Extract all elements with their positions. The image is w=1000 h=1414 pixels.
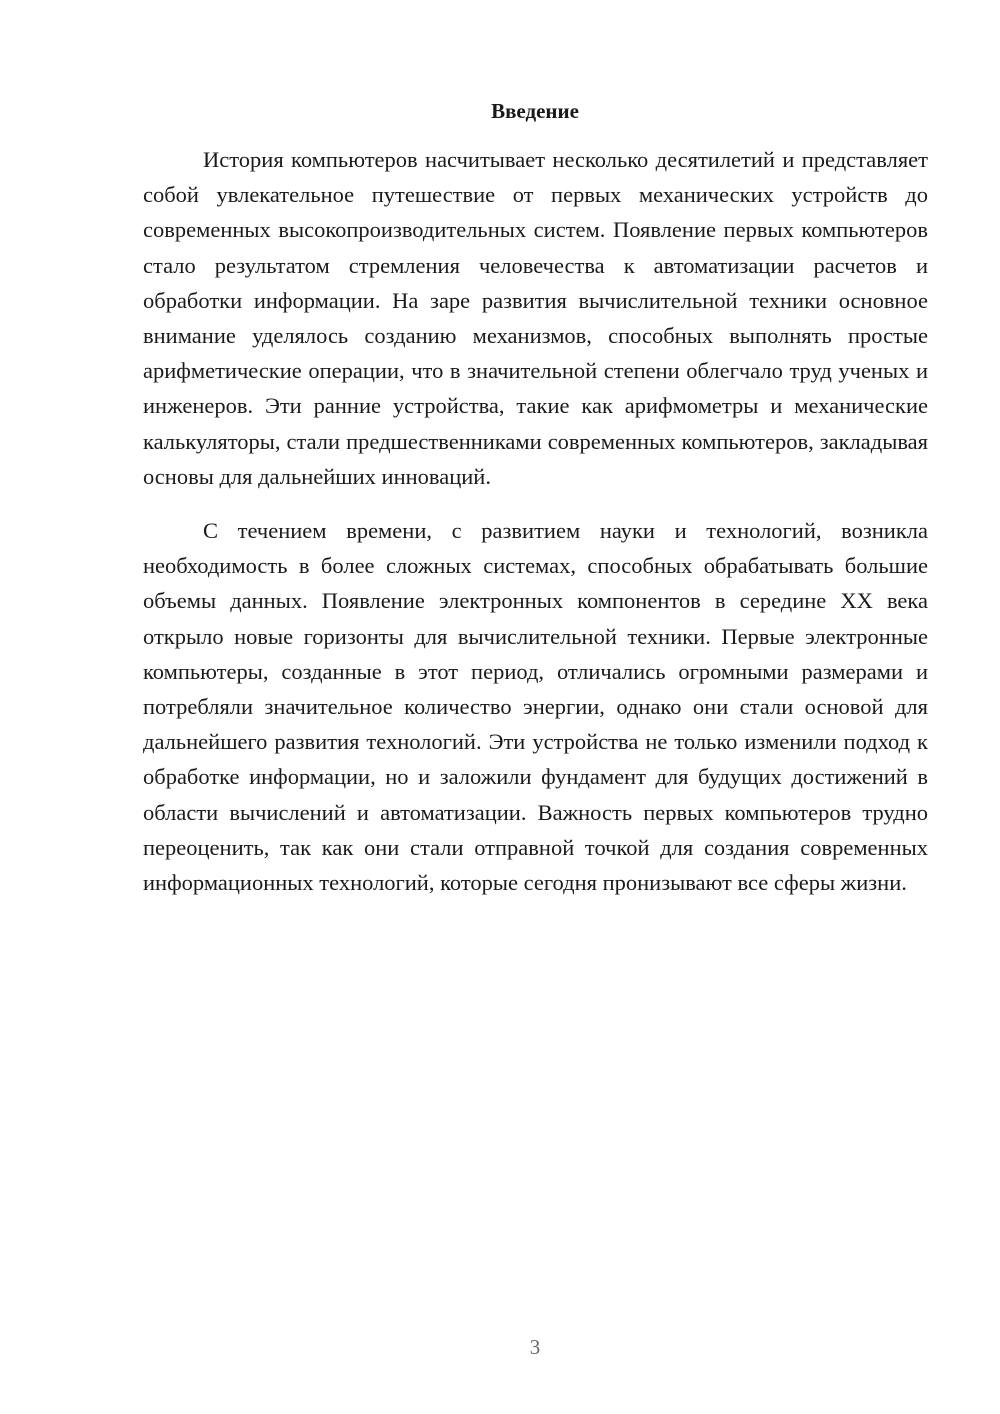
body-text [143,142,928,900]
paragraph-2: С течением времени, с развитием науки и технологий, возникла необходимость в более сложных системах, способных обрабатывать большие объемы данных. Появление электронных компонентов в середине XX века открыло новые горизонты для вычислительной техники. Первые электронные компьютеры, созданные в этот период, отличались огромными размерами и потребляли значительное количество энергии, однако они стали основой для дальнейшего развития технологий. Эти устройства не только изменили подход к обработке информации, но и заложили фундамент для будущих достижений в области вычислений и автоматизации. Важность первых компьютеров трудно переоценить, так как они стали отправной точкой для создания современных информационных технологий, которые сегодня пронизывают все сферы жизни. [143,518,928,896]
paragraph-1: История компьютеров насчитывает несколько десятилетий и представляет собой увлекательное путешествие от первых механических устройств до современных высокопроизводительных систем. Появление первых компьютеров стало результатом стремления человечества к автоматизации расчетов и обработки информации. На заре развития вычислительной техники основное внимание уделялось созданию механизмов, способных выполнять простые арифметические операции, что в значительной степени облегчало труд ученых и инженеров. Эти ранние устройства, такие как арифмометры и механические калькуляторы, стали предшественниками современных компьютеров, закладывая основы для дальнейших инноваций. [143,147,928,489]
page-number: 3 [529,1335,541,1359]
page-title: Введение [491,99,579,123]
